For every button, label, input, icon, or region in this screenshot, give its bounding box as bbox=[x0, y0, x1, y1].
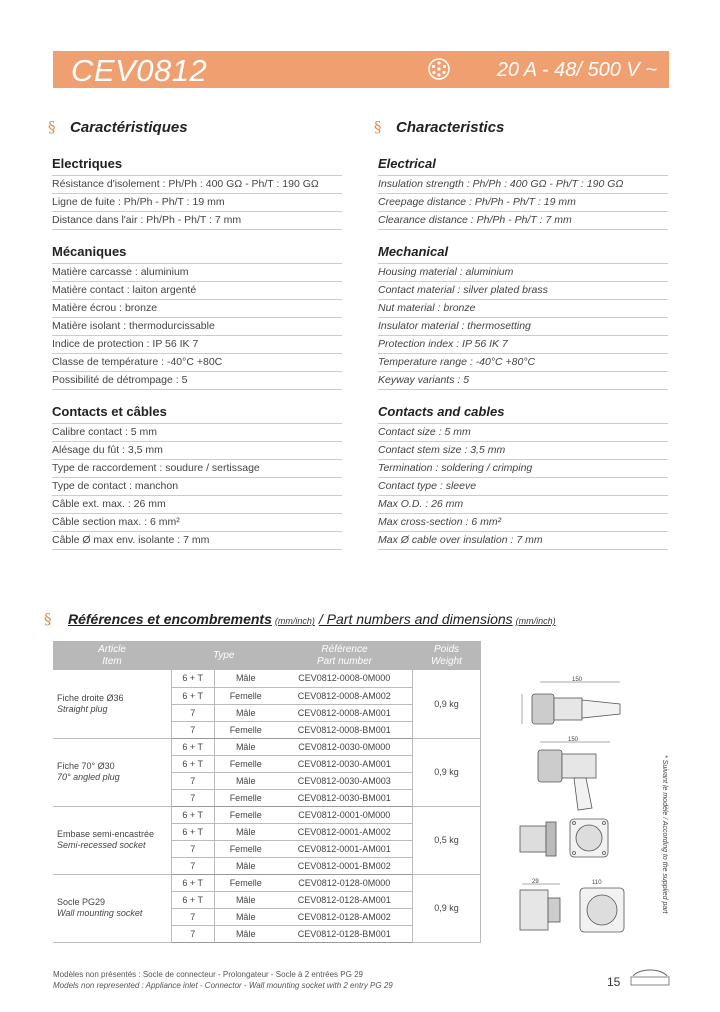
table-row bbox=[53, 874, 481, 891]
spec-row: Max Ø cable over insulation : 7 mm bbox=[378, 532, 668, 550]
gender-cell: Mâle bbox=[214, 891, 276, 908]
spec-row: Possibilité de détrompage : 5 bbox=[52, 372, 342, 390]
table-row bbox=[53, 670, 481, 687]
gender-cell: Femelle bbox=[214, 874, 276, 891]
heading-fr: Références et encombrements bbox=[68, 611, 272, 627]
article-en: Straight plug bbox=[57, 703, 108, 714]
gender-cell: Mâle bbox=[214, 857, 276, 874]
contact-config-cell: 7 bbox=[171, 925, 214, 942]
contact-config-cell: 7 bbox=[171, 789, 214, 806]
contact-config-cell: 6 + T bbox=[171, 687, 214, 704]
spec-row: Contact size : 5 mm bbox=[378, 424, 668, 442]
weight-cell: 0,9 kg bbox=[413, 670, 481, 738]
spec-group-title: Contacts and cables bbox=[378, 404, 668, 424]
article-en: Wall mounting socket bbox=[57, 908, 143, 918]
spec-row: Matière contact : laiton argenté bbox=[52, 282, 342, 300]
gender-cell: Mâle bbox=[214, 908, 276, 925]
part-number-cell: CEV0812-0008-BM001 bbox=[277, 721, 413, 738]
heading-unit-en: (mm/inch) bbox=[515, 616, 556, 626]
heading-text: Caractéristiques bbox=[70, 119, 188, 136]
article-cell bbox=[53, 670, 171, 738]
spec-row: Calibre contact : 5 mm bbox=[52, 424, 342, 442]
spec-row: Câble Ø max env. isolante : 7 mm bbox=[52, 532, 342, 550]
spec-row: Insulator material : thermosetting bbox=[378, 318, 668, 336]
article-cell bbox=[53, 806, 171, 874]
gender-cell: Mâle bbox=[214, 704, 276, 721]
spec-row: Temperature range : -40°C +80°C bbox=[378, 354, 668, 372]
contact-config-cell: 6 + T bbox=[171, 670, 214, 687]
spec-group-title: Contacts et câbles bbox=[52, 404, 342, 424]
rating-text: 20 A - 48/ 500 V ~ bbox=[496, 59, 657, 81]
spec-row: Insulation strength : Ph/Ph : 400 GΩ - Ph/T : 190 GΩ bbox=[378, 176, 668, 194]
characteristics-fr bbox=[48, 118, 342, 550]
column-weight: Poids Weight bbox=[413, 641, 481, 670]
part-number-cell: CEV0812-0001-AM001 bbox=[277, 840, 413, 857]
contact-config-cell: 6 + T bbox=[171, 823, 214, 840]
part-number-cell: CEV0812-0001-AM002 bbox=[277, 823, 413, 840]
spec-row: Nut material : bronze bbox=[378, 300, 668, 318]
gender-cell: Femelle bbox=[214, 721, 276, 738]
gender-cell: Femelle bbox=[214, 755, 276, 772]
footer-line-en: Models non represented : Appliance inlet - Connector - Wall mounting socket with 2 entry PG 29 bbox=[53, 981, 393, 990]
header-banner bbox=[53, 51, 669, 88]
part-number-cell: CEV0812-0128-AM001 bbox=[277, 891, 413, 908]
spec-row: Creepage distance : Ph/Ph - Ph/T : 19 mm bbox=[378, 194, 668, 212]
spec-group bbox=[52, 156, 342, 230]
article-cell bbox=[53, 874, 171, 942]
gender-cell: Femelle bbox=[214, 806, 276, 823]
spec-row: Matière écrou : bronze bbox=[52, 300, 342, 318]
spec-row: Contact stem size : 3,5 mm bbox=[378, 442, 668, 460]
contact-config-cell: 6 + T bbox=[171, 755, 214, 772]
spec-row: Classe de température : -40°C +80C bbox=[52, 354, 342, 372]
spec-row: Type de raccordement : soudure / sertissage bbox=[52, 460, 342, 478]
spec-row: Distance dans l'air : Ph/Ph - Ph/T : 7 mm bbox=[52, 212, 342, 230]
gender-cell: Femelle bbox=[214, 687, 276, 704]
bullet-icon: § bbox=[44, 610, 52, 628]
contact-config-cell: 7 bbox=[171, 857, 214, 874]
column-type: Type bbox=[171, 641, 277, 670]
spec-row: Termination : soldering / crimping bbox=[378, 460, 668, 478]
spec-row: Housing material : aluminium bbox=[378, 264, 668, 282]
table-header-row bbox=[53, 641, 481, 670]
article-fr: Fiche 70° Ø30 bbox=[57, 761, 115, 771]
article-en: 70° angled plug bbox=[57, 772, 120, 782]
part-number-cell: CEV0812-0030-BM001 bbox=[277, 789, 413, 806]
gender-cell: Mâle bbox=[214, 925, 276, 942]
spec-row: Matière carcasse : aluminium bbox=[52, 264, 342, 282]
spec-group-title: Mécaniques bbox=[52, 244, 342, 264]
spec-row: Câble section max. : 6 mm² bbox=[52, 514, 342, 532]
footer-notes bbox=[53, 969, 393, 991]
part-number-cell: CEV0812-0128-AM002 bbox=[277, 908, 413, 925]
part-number-cell: CEV0812-0008-0M000 bbox=[277, 670, 413, 687]
weight-cell: 0,9 kg bbox=[413, 874, 481, 942]
contact-config-cell: 6 + T bbox=[171, 874, 214, 891]
section-heading bbox=[374, 118, 668, 142]
bullet-icon: § bbox=[48, 118, 56, 136]
part-number-cell: CEV0812-0030-AM003 bbox=[277, 772, 413, 789]
spec-row: Max O.D. : 26 mm bbox=[378, 496, 668, 514]
weight-cell: 0,9 kg bbox=[413, 738, 481, 806]
heading-unit-fr: (mm/inch) bbox=[274, 616, 315, 626]
characteristics-en bbox=[374, 118, 668, 550]
gender-cell: Mâle bbox=[214, 772, 276, 789]
contact-config-cell: 7 bbox=[171, 772, 214, 789]
column-article: Article Item bbox=[53, 641, 171, 670]
gender-cell: Mâle bbox=[214, 738, 276, 755]
spec-row: Matière isolant : thermodurcissable bbox=[52, 318, 342, 336]
dimension-label: 29 bbox=[532, 879, 539, 885]
references-heading bbox=[44, 610, 556, 628]
spec-row: Type de contact : manchon bbox=[52, 478, 342, 496]
dimension-label: 110 bbox=[592, 880, 602, 886]
dimension-label: 150 bbox=[572, 677, 583, 683]
dimension-label: 150 bbox=[568, 737, 579, 743]
gender-cell: Mâle bbox=[214, 670, 276, 687]
spec-row: Keyway variants : 5 bbox=[378, 372, 668, 390]
references-table bbox=[53, 641, 481, 943]
gender-cell: Femelle bbox=[214, 789, 276, 806]
contact-config-cell: 7 bbox=[171, 704, 214, 721]
contact-config-cell: 6 + T bbox=[171, 738, 214, 755]
part-number-cell: CEV0812-0008-AM001 bbox=[277, 704, 413, 721]
part-number-cell: CEV0812-0001-0M000 bbox=[277, 806, 413, 823]
dimension-drawings bbox=[510, 676, 660, 946]
article-fr: Socle PG29 bbox=[57, 897, 106, 907]
article-en: Semi-recessed socket bbox=[57, 840, 146, 850]
page-number: 15 bbox=[607, 975, 621, 989]
part-number-cell: CEV0812-0128-BM001 bbox=[277, 925, 413, 942]
column-part-number: Référence Part number bbox=[277, 641, 413, 670]
product-title: CEV0812 bbox=[71, 53, 208, 88]
section-heading bbox=[48, 118, 342, 142]
table-row bbox=[53, 806, 481, 823]
part-number-cell: CEV0812-0030-AM001 bbox=[277, 755, 413, 772]
bullet-icon: § bbox=[374, 118, 382, 136]
spec-row: Max cross-section : 6 mm² bbox=[378, 514, 668, 532]
spec-group bbox=[378, 156, 668, 230]
spec-row: Contact type : sleeve bbox=[378, 478, 668, 496]
article-cell bbox=[53, 738, 171, 806]
spec-row: Câble ext. max. : 26 mm bbox=[52, 496, 342, 514]
article-fr: Fiche droite Ø36 bbox=[57, 692, 124, 703]
gender-cell: Mâle bbox=[214, 823, 276, 840]
spec-row: Contact material : silver plated brass bbox=[378, 282, 668, 300]
wall-socket-drawing bbox=[520, 884, 624, 932]
spec-group-title: Electriques bbox=[52, 156, 342, 176]
socket-icon bbox=[428, 58, 450, 80]
spec-row: Protection index : IP 56 IK 7 bbox=[378, 336, 668, 354]
spec-row: Résistance d'isolement : Ph/Ph : 400 GΩ - Ph/T : 190 GΩ bbox=[52, 176, 342, 194]
weight-cell: 0,5 kg bbox=[413, 806, 481, 874]
part-number-cell: CEV0812-0030-0M000 bbox=[277, 738, 413, 755]
spec-row: Ligne de fuite : Ph/Ph - Ph/T : 19 mm bbox=[52, 194, 342, 212]
contact-config-cell: 7 bbox=[171, 908, 214, 925]
contact-config-cell: 6 + T bbox=[171, 806, 214, 823]
heading-en: / Part numbers and dimensions bbox=[318, 611, 513, 627]
part-number-cell: CEV0812-0001-BM002 bbox=[277, 857, 413, 874]
table-row bbox=[53, 738, 481, 755]
spec-group bbox=[52, 244, 342, 390]
semi-recessed-socket-drawing bbox=[520, 819, 608, 857]
contact-config-cell: 7 bbox=[171, 840, 214, 857]
spec-group-title: Electrical bbox=[378, 156, 668, 176]
spec-group bbox=[378, 404, 668, 550]
spec-row: Alésage du fût : 3,5 mm bbox=[52, 442, 342, 460]
spec-row: Indice de protection : IP 56 IK 7 bbox=[52, 336, 342, 354]
spec-group-title: Mechanical bbox=[378, 244, 668, 264]
spec-group bbox=[52, 404, 342, 550]
brand-logo-icon bbox=[625, 966, 675, 988]
spec-group bbox=[378, 244, 668, 390]
footer-line-fr: Modèles non présentés : Socle de connecteur - Prolongateur - Socle à 2 entrées PG 29 bbox=[53, 970, 363, 979]
contact-config-cell: 6 + T bbox=[171, 891, 214, 908]
part-number-cell: CEV0812-0128-0M000 bbox=[277, 874, 413, 891]
angled-plug-drawing bbox=[538, 742, 610, 810]
straight-plug-drawing bbox=[522, 682, 620, 724]
side-note: * Suivant le modèle / According to the supplied part bbox=[661, 755, 668, 914]
spec-row: Clearance distance : Ph/Ph - Ph/T : 7 mm bbox=[378, 212, 668, 230]
article-fr: Embase semi-encastrée bbox=[57, 829, 155, 839]
part-number-cell: CEV0812-0008-AM002 bbox=[277, 687, 413, 704]
gender-cell: Femelle bbox=[214, 840, 276, 857]
heading-text: Characteristics bbox=[396, 119, 505, 136]
contact-config-cell: 7 bbox=[171, 721, 214, 738]
